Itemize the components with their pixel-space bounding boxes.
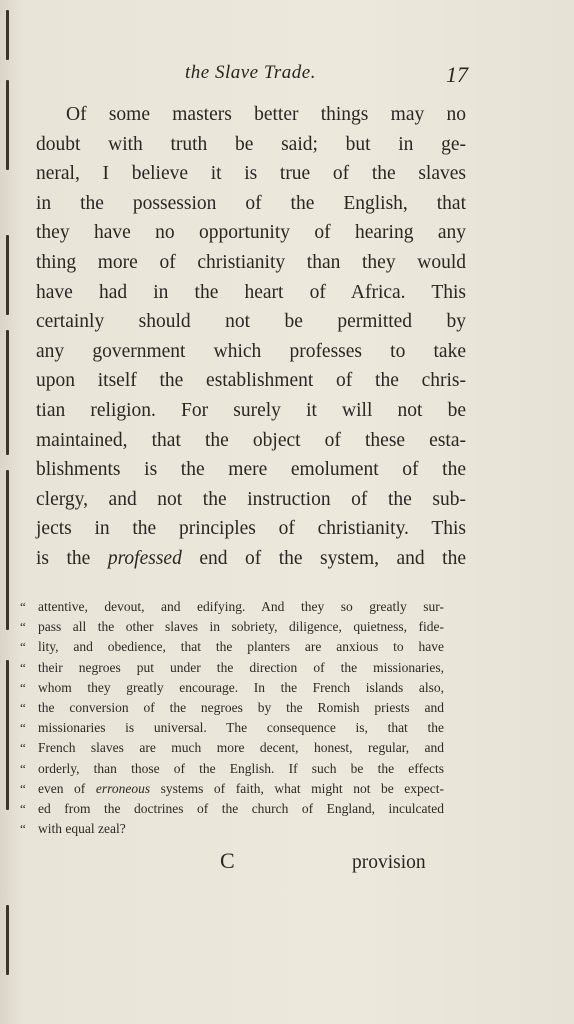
- footnote-text: pass all the other slaves in sobriety, diligence, quietness, fide-: [38, 619, 444, 635]
- quote-mark: “: [20, 800, 26, 816]
- footnote-line: [20, 658, 444, 678]
- body-line: have had in the heart of Africa. This: [36, 281, 466, 303]
- body-text-span: is the: [36, 547, 108, 569]
- footnote-line: [20, 819, 444, 839]
- footnote: [20, 597, 444, 839]
- body-line: maintained, that the object of these esta-: [36, 429, 466, 451]
- body-line: in the possession of the English, that: [36, 192, 466, 214]
- body-line: Of some masters better things may no: [66, 104, 466, 125]
- footnote-text-span: even of: [38, 780, 96, 796]
- quote-mark: “: [20, 679, 26, 695]
- italic-word: professed: [107, 547, 182, 569]
- body-line: clergy, and not the instruction of the sub-: [36, 488, 466, 510]
- quote-mark: “: [20, 740, 26, 756]
- footnote-line: [20, 718, 444, 738]
- footnote-line: [20, 799, 444, 819]
- body-line: tian religion. For surely it will not be: [36, 399, 466, 421]
- binding-edge-mark: [6, 470, 9, 630]
- body-line: certainly should not be permitted by: [36, 311, 466, 333]
- footnote-text: orderly, than those of the English. If such be the effects: [38, 760, 444, 776]
- page-number: 17: [446, 62, 468, 87]
- footnote-text: attentive, devout, and edifying. And they so greatly sur-: [38, 599, 444, 614]
- body-text-span: end of the system, and the: [181, 547, 466, 569]
- binding-edge-mark: [6, 905, 9, 975]
- footnote-line: [20, 698, 444, 718]
- quote-mark: “: [20, 659, 26, 675]
- quote-mark: “: [20, 760, 26, 776]
- footnote-text: French slaves are much more decent, honest, regular, and: [38, 740, 444, 756]
- footnote-text: missionaries is universal. The consequence is, that the: [38, 720, 444, 736]
- body-line: blishments is the mere emolument of the: [36, 459, 466, 481]
- footnote-text: lity, and obedience, that the planters are anxious to have: [38, 639, 444, 655]
- binding-edge-mark: [6, 10, 9, 60]
- body-line: thing more of christianity than they would: [36, 251, 466, 273]
- footnote-text: [38, 779, 444, 799]
- footnote-line: [20, 637, 444, 657]
- quote-mark: “: [20, 821, 26, 837]
- quote-mark: “: [20, 619, 26, 635]
- body-line: jects in the principles of christianity. This: [36, 518, 466, 540]
- footnote-text: whom they greatly encourage. In the French islands also,: [38, 679, 444, 695]
- signature-mark: C: [220, 848, 235, 873]
- body-line: they have no opportunity of hearing any: [36, 222, 466, 244]
- quote-mark: “: [20, 720, 26, 736]
- body-line-last: [36, 544, 466, 574]
- italic-word: erroneous: [95, 780, 151, 796]
- body-line: doubt with truth be said; but in ge-: [36, 133, 466, 155]
- footnote-text: with equal zeal?: [38, 821, 126, 837]
- quote-mark: “: [20, 780, 26, 796]
- quote-mark: “: [20, 599, 26, 614]
- body-text: [36, 100, 466, 574]
- footnote-text: the conversion of the negroes by the Romish priests and: [38, 699, 444, 715]
- footnote-text: their negroes put under the direction of the missionaries,: [38, 659, 444, 675]
- page-header: [0, 60, 574, 92]
- running-head: the Slave Trade.: [185, 62, 316, 83]
- binding-edge-mark: [6, 235, 9, 315]
- footnote-line: [20, 678, 444, 698]
- binding-edge-mark: [6, 660, 9, 810]
- footnote-text-span: systems of faith, what might not be expect-: [150, 780, 445, 796]
- footnote-text: ed from the doctrines of the church of England, inculcated: [38, 800, 444, 816]
- quote-mark: “: [20, 699, 26, 715]
- catchword: provision: [352, 852, 426, 873]
- body-line: neral, I believe it is true of the slaves: [36, 163, 466, 185]
- quote-mark: “: [20, 639, 26, 655]
- footnote-line: [20, 738, 444, 758]
- binding-edge-mark: [6, 80, 9, 170]
- footnote-line: [20, 759, 444, 779]
- body-line: any government which professes to take: [36, 340, 466, 362]
- footnote-line: [20, 779, 444, 799]
- footnote-line: [20, 617, 444, 637]
- binding-edge-mark: [6, 330, 9, 455]
- body-line: upon itself the establishment of the chris-: [36, 370, 466, 392]
- footnote-line: [20, 597, 444, 617]
